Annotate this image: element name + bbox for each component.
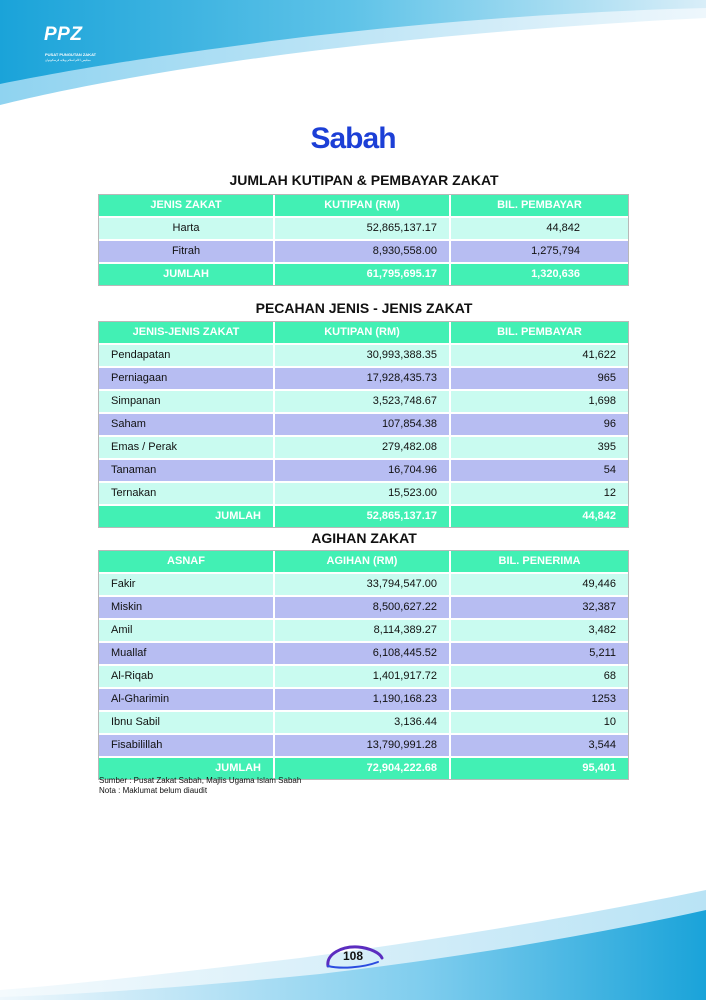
table3-title: AGIHAN ZAKAT	[311, 530, 417, 546]
table-cell: 5,211	[451, 643, 628, 664]
table-cell: 16,704.96	[275, 460, 451, 481]
table-row	[99, 391, 628, 414]
table-header-row	[99, 551, 628, 574]
table-cell: 1,401,917.72	[275, 666, 451, 687]
table-cell: 1253	[451, 689, 628, 710]
column-header: JENIS-JENIS ZAKAT	[99, 322, 275, 343]
table-total-row	[99, 506, 628, 527]
total-cell: 95,401	[451, 758, 628, 779]
distribution-table	[98, 550, 629, 780]
table-cell: 279,482.08	[275, 437, 451, 458]
table-header-row	[99, 195, 628, 218]
column-header: BIL. PENERIMA	[451, 551, 628, 572]
table-cell: 3,136.44	[275, 712, 451, 733]
table-cell: Ternakan	[99, 483, 275, 504]
table-cell: Fitrah	[99, 241, 275, 262]
table-cell: 32,387	[451, 597, 628, 618]
table-cell: 8,930,558.00	[275, 241, 451, 262]
table-cell: 41,622	[451, 345, 628, 366]
source-note: Sumber : Pusat Zakat Sabah, Majlis Ugama Islam Sabah	[99, 776, 302, 785]
column-header: BIL. PEMBAYAR	[451, 195, 628, 216]
total-cell: 52,865,137.17	[275, 506, 451, 527]
table-row	[99, 483, 628, 506]
table-cell: 15,523.00	[275, 483, 451, 504]
table-cell: 6,108,445.52	[275, 643, 451, 664]
total-cell: 1,320,636	[451, 264, 628, 285]
zakat-breakdown-table	[98, 321, 629, 528]
table-row	[99, 620, 628, 643]
table-cell: 1,190,168.23	[275, 689, 451, 710]
total-cell: 72,904,222.68	[275, 758, 451, 779]
logo-tagline: مجليس اݢام اسلام ويلايه ڤرسکوتوان	[45, 58, 91, 62]
table-cell: Miskin	[99, 597, 275, 618]
table-cell: Muallaf	[99, 643, 275, 664]
table-cell: 12	[451, 483, 628, 504]
table-cell: 3,544	[451, 735, 628, 756]
table-cell: 68	[451, 666, 628, 687]
column-header: KUTIPAN (RM)	[275, 195, 451, 216]
column-header: AGIHAN (RM)	[275, 551, 451, 572]
table-cell: 1,698	[451, 391, 628, 412]
table-row	[99, 368, 628, 391]
table-cell: 8,114,389.27	[275, 620, 451, 641]
table-cell: 33,794,547.00	[275, 574, 451, 595]
table-row	[99, 689, 628, 712]
table-row	[99, 735, 628, 758]
table-cell: 8,500,627.22	[275, 597, 451, 618]
table-cell: Pendapatan	[99, 345, 275, 366]
footer-wave-decoration	[0, 880, 706, 1000]
table-cell: 17,928,435.73	[275, 368, 451, 389]
table-row	[99, 712, 628, 735]
table-cell: 10	[451, 712, 628, 733]
table-cell: Simpanan	[99, 391, 275, 412]
table-row	[99, 414, 628, 437]
total-label: JUMLAH	[99, 758, 275, 779]
header-wave-decoration	[0, 0, 706, 140]
table-row	[99, 241, 628, 264]
audit-note: Nota : Maklumat belum diaudit	[99, 786, 208, 795]
table-cell: 13,790,991.28	[275, 735, 451, 756]
table-row	[99, 666, 628, 689]
column-header: ASNAF	[99, 551, 275, 572]
table-cell: Tanaman	[99, 460, 275, 481]
column-header: KUTIPAN (RM)	[275, 322, 451, 343]
footnotes	[99, 776, 301, 796]
table-cell: 107,854.38	[275, 414, 451, 435]
table-cell: 96	[451, 414, 628, 435]
total-label: JUMLAH	[99, 264, 275, 285]
column-header: BIL. PEMBAYAR	[451, 322, 628, 343]
table-header-row	[99, 322, 628, 345]
table-row	[99, 643, 628, 666]
table-cell: Perniagaan	[99, 368, 275, 389]
table-row	[99, 574, 628, 597]
page-number: 108	[342, 949, 364, 963]
table-cell: 52,865,137.17	[275, 218, 451, 239]
table-cell: Fisabilillah	[99, 735, 275, 756]
table-row	[99, 597, 628, 620]
table2-title: PECAHAN JENIS - JENIS ZAKAT	[255, 300, 473, 316]
total-cell: 44,842	[451, 506, 628, 527]
table-cell: Ibnu Sabil	[99, 712, 275, 733]
table-cell: 1,275,794	[451, 241, 628, 262]
table-cell: 3,523,748.67	[275, 391, 451, 412]
table-cell: Amil	[99, 620, 275, 641]
table-row	[99, 345, 628, 368]
total-cell: 61,795,695.17	[275, 264, 451, 285]
table-row	[99, 218, 628, 241]
logo-mark: PPZ	[44, 24, 83, 45]
table-cell: 49,446	[451, 574, 628, 595]
column-header: JENIS ZAKAT	[99, 195, 275, 216]
table-cell: Emas / Perak	[99, 437, 275, 458]
table-cell: 395	[451, 437, 628, 458]
table-row	[99, 437, 628, 460]
ppz-logo	[40, 22, 110, 64]
table-cell: 44,842	[451, 218, 628, 239]
table-row	[99, 460, 628, 483]
table1-title: JUMLAH KUTIPAN & PEMBAYAR ZAKAT	[229, 172, 499, 188]
page-title: Sabah	[310, 122, 396, 155]
page-number-badge	[322, 944, 384, 970]
table-cell: 965	[451, 368, 628, 389]
table-cell: Fakir	[99, 574, 275, 595]
table-cell: Al-Riqab	[99, 666, 275, 687]
logo-caption: PUSAT PUNGUTAN ZAKAT	[45, 52, 97, 57]
total-label: JUMLAH	[99, 506, 275, 527]
table-total-row	[99, 264, 628, 285]
table-cell: Al-Gharimin	[99, 689, 275, 710]
table-cell: Harta	[99, 218, 275, 239]
collection-summary-table	[98, 194, 629, 286]
table-cell: 54	[451, 460, 628, 481]
table-cell: 30,993,388.35	[275, 345, 451, 366]
table-cell: 3,482	[451, 620, 628, 641]
table-cell: Saham	[99, 414, 275, 435]
